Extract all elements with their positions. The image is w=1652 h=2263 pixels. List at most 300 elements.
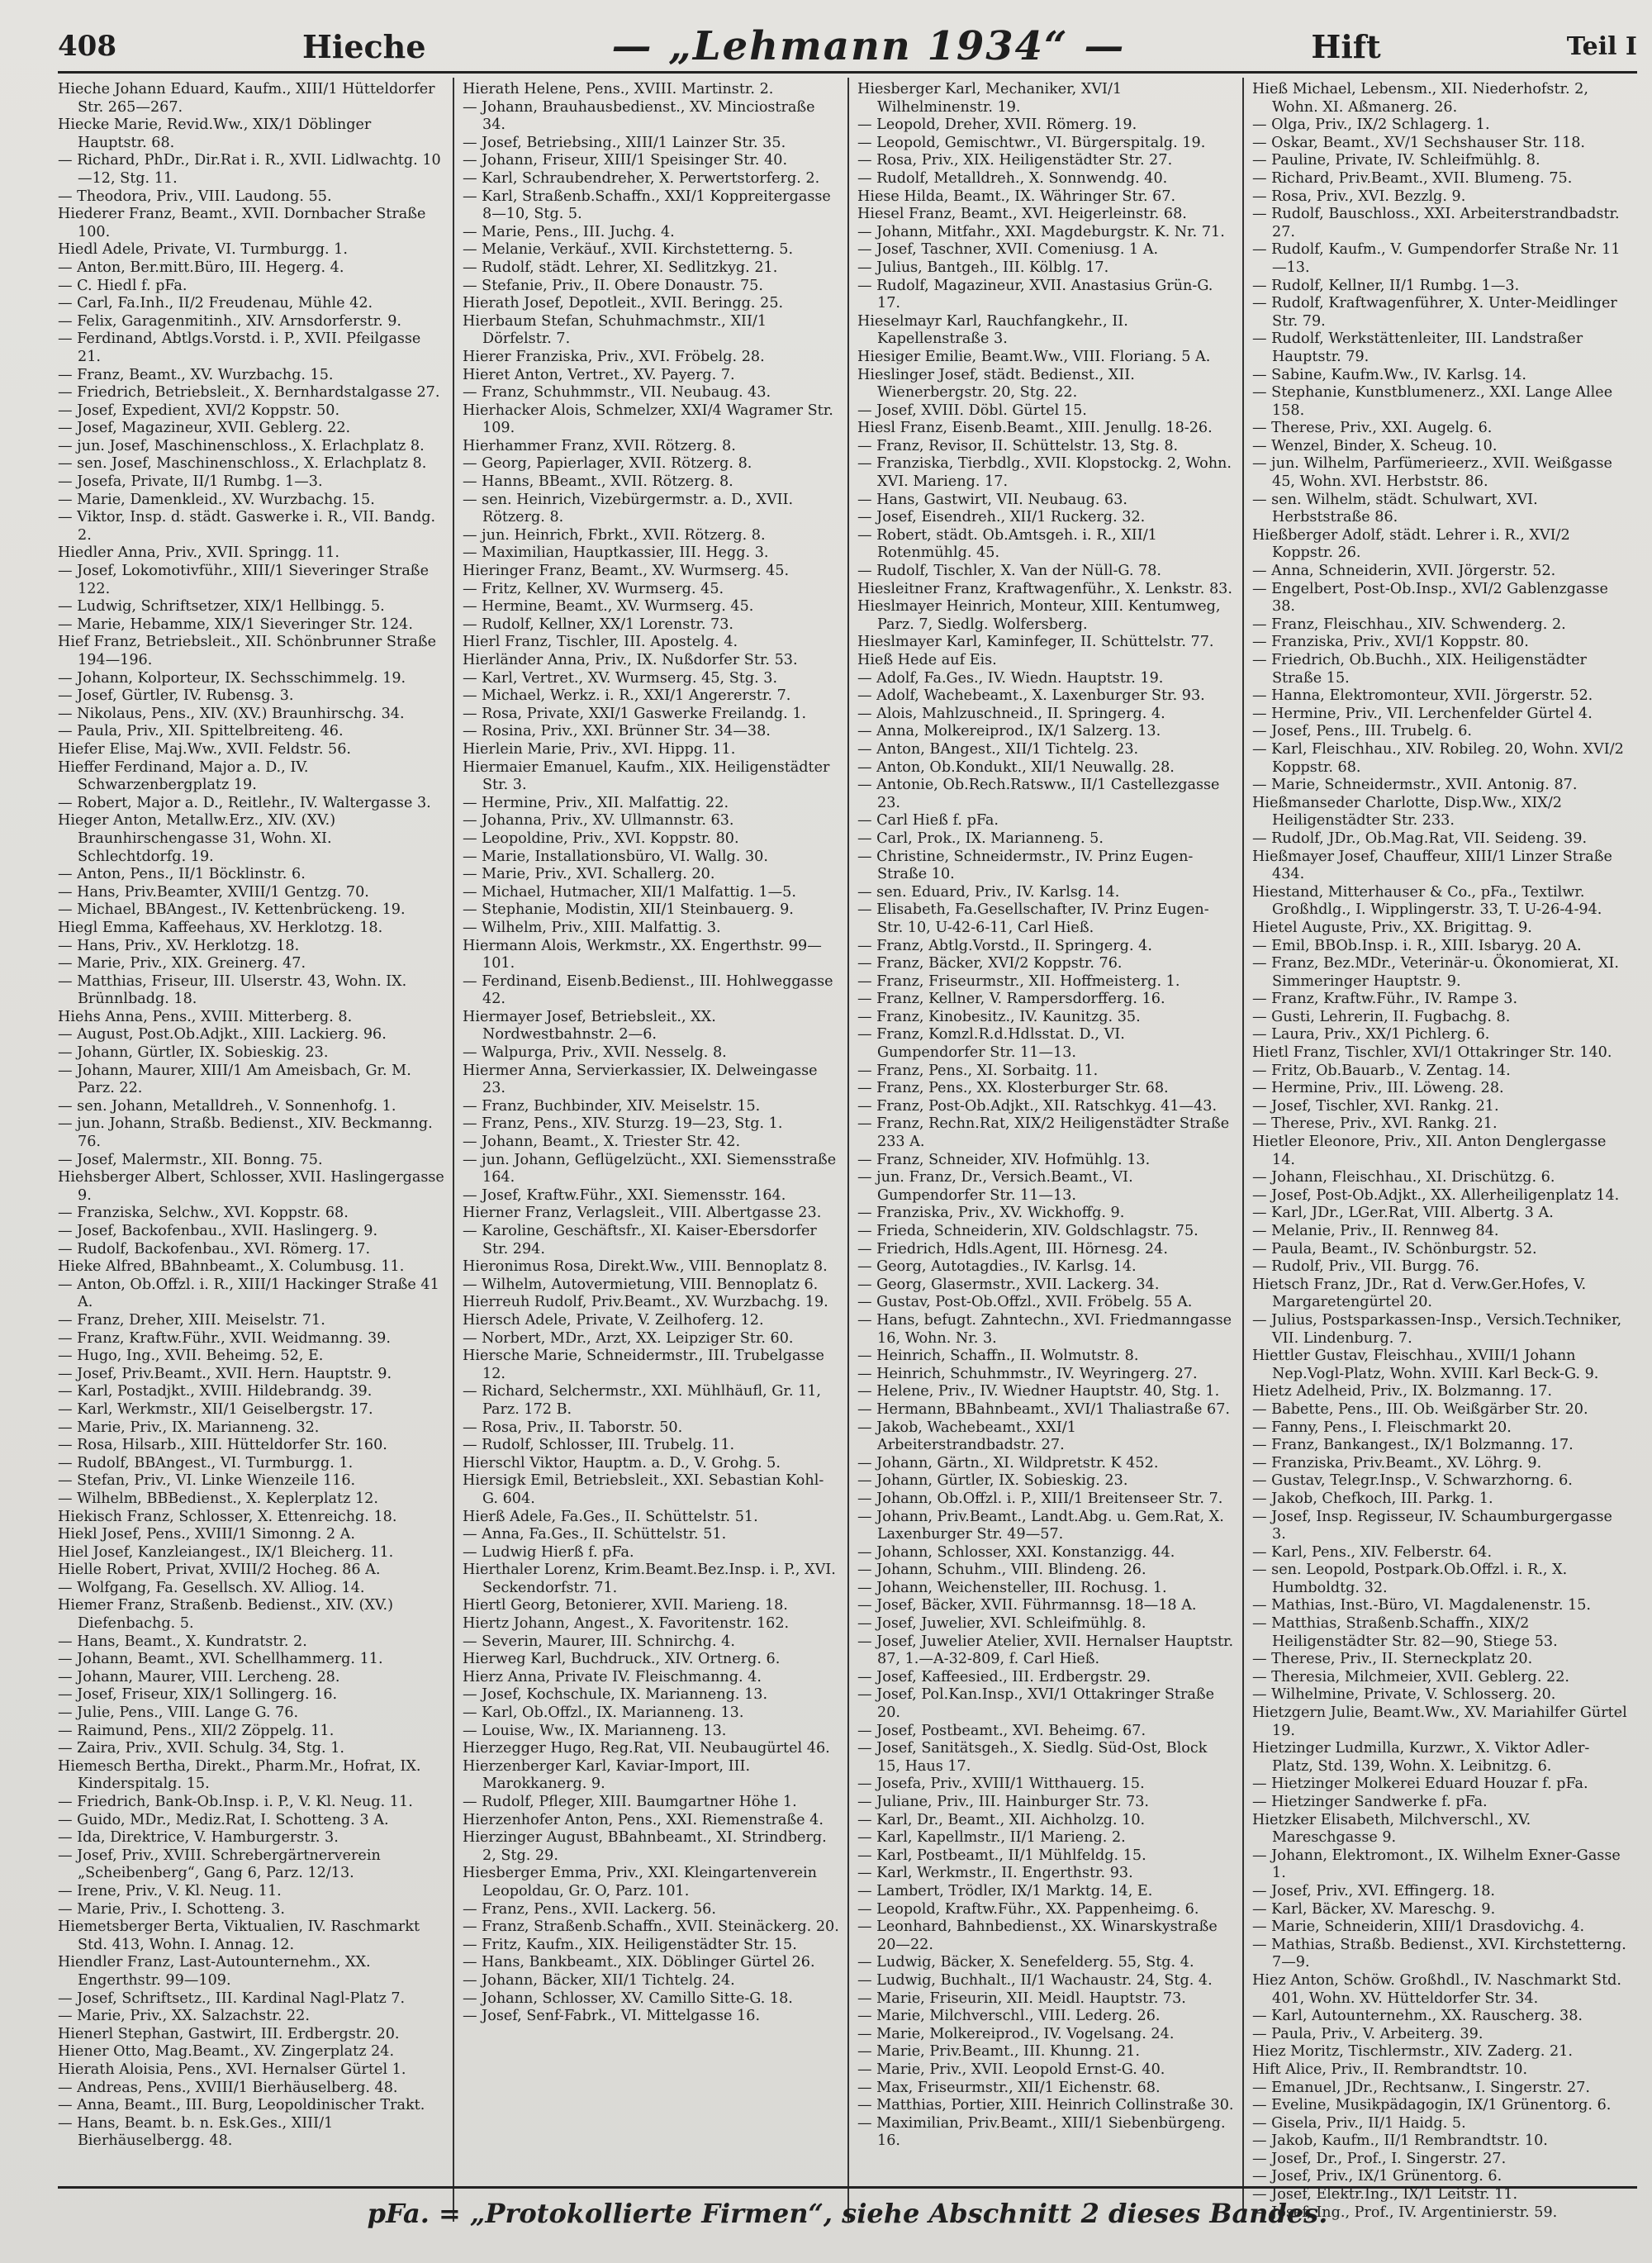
directory-entry: — Rudolf, Bauschloss., XXI. Arbeiterstrandbadstr. 27.: [1252, 206, 1620, 240]
column-3: [847, 78, 1242, 2222]
directory-entry: Hieslmayer Heinrich, Monteur, XIII. Kentumweg, Parz. 7, Siedlg. Wolfersberg.: [857, 598, 1221, 633]
left-keyword: Hieche: [302, 27, 426, 65]
directory-entry: — Wilhelm, BBBedienst., X. Keplerplatz 12.: [58, 1490, 378, 1507]
directory-entry: — Michael, Hutmacher, XII/1 Malfattig. 1—5.: [463, 883, 796, 901]
directory-entry: — Rudolf, Tischler, X. Van der Nüll-G. 78.: [857, 563, 1161, 580]
directory-entry: — Josef, Juwelier Atelier, XVII. Hernalser Hauptstr. 87, 1.—A-32-809, f. Carl Hieß.: [857, 1633, 1234, 1668]
directory-entry: Hiehsberger Albert, Schlosser, XVII. Haslingergasse 9.: [58, 1169, 444, 1204]
directory-entry: — Antonie, Ob.Rech.Ratsww., II/1 Castellezgasse 23.: [857, 777, 1220, 811]
directory-entry: Hiesel Franz, Beamt., XVI. Heigerleinstr. 68.: [857, 206, 1187, 223]
directory-entry: — Franz, Schneider, XIV. Hofmühlg. 13.: [857, 1151, 1151, 1168]
directory-entry: — jun. Josef, Maschinenschloss., X. Erlachplatz 8.: [58, 437, 425, 454]
directory-entry: — Anna, Molkereiprod., IX/1 Salzerg. 13.: [857, 723, 1161, 740]
directory-entry: — Emanuel, JDr., Rechtsanw., I. Singerstr. 27.: [1252, 2079, 1590, 2096]
directory-entry: — Johann, Maurer, XIII/1 Am Ameisbach, Gr. M. Parz. 22.: [58, 1062, 411, 1097]
directory-entry: Hift Alice, Priv., II. Rembrandtstr. 10.: [1252, 2061, 1528, 2078]
directory-entry: Hierschl Viktor, Hauptm. a. D., V. Grohg. 5.: [463, 1454, 781, 1471]
directory-entry: — jun. Johann, Straßb. Bedienst., XIV. Beckmanng. 76.: [58, 1115, 433, 1151]
directory-entry: — Johann, Schlosser, XV. Camillo Sitte-G. 18.: [463, 1990, 793, 2007]
directory-entry: Hiefer Elise, Maj.Ww., XVII. Feldstr. 56.: [58, 740, 352, 758]
directory-entry: — Leopold, Gemischtwr., VI. Bürgerspitalg. 19.: [857, 134, 1206, 151]
directory-entry: — Leopoldine, Priv., XVI. Koppstr. 80.: [463, 830, 739, 847]
directory-entry: — Franz, Bez.MDr., Veterinär-u. Ökonomierat, XI. Simmeringer Hauptstr. 9.: [1252, 955, 1619, 990]
directory-entry: — Adolf, Wachebeamt., X. Laxenburger Str. 93.: [857, 687, 1205, 705]
directory-entry: — Jakob, Kaufm., II/1 Rembrandtstr. 10.: [1252, 2132, 1548, 2150]
directory-entry: — Karl, Postadjkt., XVIII. Hildebrandg. 39.: [58, 1383, 373, 1400]
directory-entry: Hießmayer Josef, Chauffeur, XIII/1 Linzer Straße 434.: [1252, 848, 1612, 883]
directory-entry: — Rudolf, Magazineur, XVII. Anastasius Grün-G. 17.: [857, 277, 1213, 312]
directory-entry: Hierreuh Rudolf, Priv.Beamt., XV. Wurzbachg. 19.: [463, 1294, 828, 1311]
directory-entry: — sen. Josef, Maschinenschloss., X. Erlachplatz 8.: [58, 455, 427, 473]
directory-entry: Hiemer Franz, Straßenb. Bedienst., XIV. (XV.) Diefenbachg. 5.: [58, 1597, 393, 1633]
column-1: [58, 78, 453, 2222]
directory-entry: — Theodora, Priv., VIII. Laudong. 55.: [58, 188, 332, 205]
directory-entry: — Hietzinger Sandwerke f. pFa.: [1252, 1794, 1488, 1810]
directory-entry: — Josefa, Private, II/1 Rumbg. 1—3.: [58, 473, 323, 491]
directory-entry: Hiesl Franz, Eisenb.Beamt., XIII. Jenullg. 18-26.: [857, 420, 1213, 437]
directory-entry: — Ida, Direktrice, V. Hamburgerstr. 3.: [58, 1829, 339, 1847]
directory-entry: Hiel Josef, Kanzleiangest., IX/1 Bleicherg. 11.: [58, 1543, 394, 1561]
directory-entry: — Franz, Kraftw.Führ., XVII. Weidmanng. 39.: [58, 1329, 391, 1347]
directory-entry: — Severin, Maurer, III. Schnirchg. 4.: [463, 1633, 735, 1650]
directory-entry: Hierl Franz, Tischler, III. Apostelg. 4.: [463, 634, 738, 651]
directory-entry: — Josef, Lokomotivführ., XIII/1 Sieveringer Straße 122.: [58, 563, 429, 597]
directory-entry: — Fritz, Kaufm., XIX. Heiligenstädter Str. 15.: [463, 1936, 797, 1953]
directory-entry: — Marie, Damenkleid., XV. Wurzbachg. 15.: [58, 491, 375, 508]
directory-entry: — Johann, Maurer, VIII. Lercheng. 28.: [58, 1668, 340, 1685]
directory-entry: — Josefa, Priv., XVIII/1 Witthauerg. 15.: [857, 1776, 1145, 1793]
directory-entry: — Georg, Autotagdies., IV. Karlsg. 14.: [857, 1258, 1137, 1276]
directory-entry: Hief Franz, Betriebsleit., XII. Schönbrunner Straße 194—196.: [58, 634, 437, 668]
directory-entry: — jun. Johann, Geflügelzücht., XXI. Siemensstraße 164.: [463, 1151, 837, 1186]
directory-entry: — Marie, Pens., III. Juchg. 4.: [463, 223, 675, 240]
directory-entry: — Louise, Ww., IX. Marianneng. 13.: [463, 1722, 727, 1739]
directory-entry: — Marie, Schneiderin, XIII/1 Drasdovichg. 4.: [1252, 1918, 1585, 1936]
directory-entry: Hiesiger Emilie, Beamt.Ww., VIII. Floriang. 5 A.: [857, 348, 1211, 365]
directory-entry: Hierath Aloisia, Pens., XVI. Hernalser Gürtel 1.: [58, 2061, 406, 2078]
directory-entry: Hieret Anton, Vertret., XV. Payerg. 7.: [463, 366, 735, 383]
directory-entry: — Richard, PhDr., Dir.Rat i. R., XVII. Lidlwachtg. 10—12, Stg. 11.: [58, 152, 441, 187]
directory-entry: — Wenzel, Binder, X. Scheug. 10.: [1252, 437, 1498, 454]
directory-entry: — Hietzinger Molkerei Eduard Houzar f. pFa.: [1252, 1776, 1588, 1793]
part-label: Teil I: [1566, 31, 1637, 61]
directory-entry: — Josef, Priv.Beamt., XVII. Hern. Hauptstr. 9.: [58, 1365, 392, 1382]
directory-entry: Hiedler Anna, Priv., XVII. Springg. 11.: [58, 544, 339, 562]
directory-entry: — Fanny, Pens., I. Fleischmarkt 20.: [1252, 1419, 1512, 1436]
directory-entry: — Josef, Tischler, XVI. Rankg. 21.: [1252, 1097, 1499, 1115]
directory-entry: — Josef, Magazineur, XVII. Geblerg. 22.: [58, 420, 351, 437]
directory-entry: — Johann, Friseur, XIII/1 Speisinger Str. 40.: [463, 152, 788, 169]
directory-entry: — Matthias, Portier, XIII. Heinrich Collinstraße 30.: [857, 2097, 1234, 2114]
directory-entry: Hiekl Josef, Pens., XVIII/1 Simonng. 2 A.: [58, 1526, 355, 1543]
directory-entry: Hieronimus Rosa, Direkt.Ww., VIII. Bennoplatz 8.: [463, 1258, 828, 1276]
directory-entry: Hiener Otto, Mag.Beamt., XV. Zingerplatz 24.: [58, 2043, 395, 2061]
directory-entry: — Karl, Schraubendreher, X. Perwertstorferg. 2.: [463, 169, 820, 187]
directory-entry: Hiertz Johann, Angest., X. Favoritenstr. 162.: [463, 1615, 790, 1633]
directory-entry: — sen. Heinrich, Vizebürgermstr. a. D., XVII. Rötzerg. 8.: [463, 491, 794, 526]
directory-entry: — Maximilian, Priv.Beamt., XIII/1 Siebenbürgeng. 16.: [857, 2114, 1226, 2150]
directory-entry: Hieke Alfred, BBahnbeamt., X. Columbusg. 11.: [58, 1258, 405, 1276]
directory-entry: — Marie, Priv., XIX. Greinerg. 47.: [58, 955, 306, 972]
directory-entry: — Marie, Priv., I. Schotteng. 3.: [58, 1900, 285, 1918]
directory-entry: Hierländer Anna, Priv., IX. Nußdorfer Str. 53.: [463, 652, 798, 668]
directory-entry: Hiendler Franz, Last-Autounternehm., XX. Engerthstr. 99—109.: [58, 1954, 371, 1989]
directory-entry: — Leopold, Dreher, XVII. Römerg. 19.: [857, 116, 1137, 134]
directory-entry: — Rosa, Priv., XIX. Heiligenstädter Str. 27.: [857, 152, 1173, 169]
directory-entry: — Anton, BAngest., XII/1 Tichtelg. 23.: [857, 740, 1139, 758]
directory-entry: — Franz, Post-Ob.Adjkt., XII. Ratschkyg. 41—43.: [857, 1097, 1218, 1115]
directory-entry: — Elisabeth, Fa.Gesellschafter, IV. Prinz Eugen-Str. 10, U-42-6-11, Carl Hieß.: [857, 901, 1209, 936]
directory-entry: — Franz, Fleischhau., XIV. Schwenderg. 2.: [1252, 616, 1566, 633]
directory-entry: Hiertl Georg, Betonierer, XVII. Marieng. 18.: [463, 1597, 788, 1614]
directory-entry: Hietzker Elisabeth, Milchverschl., XV. Mareschgasse 9.: [1252, 1811, 1531, 1847]
directory-entry: — Johann, Fleischhau., XI. Drischützg. 6.: [1252, 1169, 1555, 1186]
directory-entry: — Karl, JDr., LGer.Rat, VIII. Albertg. 3 A.: [1252, 1205, 1554, 1222]
directory-entry: Hierweg Karl, Buchdruck., XIV. Ortnerg. 6.: [463, 1651, 781, 1668]
directory-entry: — Matthias, Friseur, III. Ulserstr. 43, Wohn. IX. Brünnlbadg. 18.: [58, 972, 407, 1008]
directory-entry: — Rudolf, BBAngest., VI. Turmburgg. 1.: [58, 1454, 354, 1471]
directory-entry: — Max, Friseurmstr., XII/1 Eichenstr. 68.: [857, 2079, 1161, 2096]
directory-entry: Hiehs Anna, Pens., XVIII. Mitterberg. 8.: [58, 1008, 353, 1025]
directory-entry: Hieche Johann Eduard, Kaufm., XIII/1 Hütteldorfer Str. 265—267.: [58, 81, 435, 116]
directory-entry: — Frieda, Schneiderin, XIV. Goldschlagstr. 75.: [857, 1223, 1199, 1239]
directory-entry: — Laura, Priv., XX/1 Pichlerg. 6.: [1252, 1026, 1490, 1044]
directory-entry: — Anton, Ob.Offzl. i. R., XIII/1 Hackinger Straße 41 A.: [58, 1276, 439, 1311]
directory-entry: Hiesberger Emma, Priv., XXI. Kleingartenverein Leopoldau, Gr. O, Parz. 101.: [463, 1865, 817, 1899]
directory-entry: — Franz, Straßenb.Schaffn., XVII. Steinäckerg. 20.: [463, 1918, 839, 1936]
directory-entry: Hierz Anna, Private IV. Fleischmanng. 4.: [463, 1668, 762, 1685]
directory-entry: — Anna, Schneiderin, XVII. Jörgerstr. 52.: [1252, 563, 1556, 580]
directory-entry: — Hermine, Beamt., XV. Wurmserg. 45.: [463, 598, 754, 616]
directory-entry: — Josef, Juwelier, XVI. Schleifmühlg. 8.: [857, 1615, 1146, 1633]
directory-entry: — Franz, Bankangest., IX/1 Bolzmanng. 17.: [1252, 1437, 1574, 1454]
directory-entry: — Andreas, Pens., XVIII/1 Bierhäuselberg. 48.: [58, 2079, 398, 2096]
directory-entry: — Georg, Glasermstr., XVII. Lackerg. 34.: [857, 1276, 1160, 1293]
directory-entry: — Johann, Gürtler, IX. Sobieskig. 23.: [58, 1044, 329, 1062]
directory-entry: — sen. Wilhelm, städt. Schulwart, XVI. Herbststraße 86.: [1252, 491, 1538, 526]
directory-entry: — Johann, Priv.Beamt., Landt.Abg. u. Gem.Rat, X. Laxenburger Str. 49—57.: [857, 1508, 1224, 1543]
directory-entry: Hierer Franziska, Priv., XVI. Fröbelg. 28.: [463, 348, 765, 365]
column-2: [453, 78, 847, 2222]
directory-entry: — Karl, Straßenb.Schaffn., XXI/1 Koppreitergasse 8—10, Stg. 5.: [463, 188, 831, 223]
directory-entry: Hietz Adelheid, Priv., IX. Bolzmanng. 17.: [1252, 1383, 1552, 1400]
directory-entry: — Franziska, Priv., XV. Wickhoffg. 9.: [857, 1205, 1125, 1222]
directory-entry: Hietzinger Ludmilla, Kurzwr., X. Viktor Adler-Platz, Std. 139, Wohn. X. Leibnitzg. 6.: [1252, 1740, 1590, 1775]
directory-entry: — Paula, Priv., XII. Spittelbreiteng. 46.: [58, 723, 344, 740]
directory-entry: — Carl, Prok., IX. Marianneng. 5.: [857, 830, 1104, 847]
directory-entry: — Josef, Ing., Prof., IV. Argentinierstr. 59.: [1252, 2204, 1558, 2221]
directory-entry: — Franz, Komzl.R.d.Hdlsstat. D., VI. Gumpendorfer Str. 11—13.: [857, 1026, 1125, 1062]
directory-entry: — Robert, städt. Ob.Amtsgeh. i. R., XII/1 Rotenmühlg. 45.: [857, 526, 1157, 562]
directory-entry: — Wolfgang, Fa. Gesellsch. XV. Alliog. 14.: [58, 1579, 365, 1596]
page-title: — „Lehmann 1934“ —: [611, 23, 1126, 69]
directory-entry: — Wilhelm, Priv., XIII. Malfattig. 3.: [463, 919, 721, 936]
directory-entry: — Raimund, Pens., XII/2 Zöppelg. 11.: [58, 1722, 335, 1739]
directory-entry: — Gustav, Telegr.Insp., V. Schwarzhorng. 6.: [1252, 1472, 1573, 1490]
directory-entry: — Ludwig, Bäcker, X. Senefelderg. 55, Stg. 4.: [857, 1954, 1194, 1971]
directory-entry: — Franz, Buchbinder, XIV. Meiselstr. 15.: [463, 1097, 761, 1115]
directory-entry: — Paula, Beamt., IV. Schönburgstr. 52.: [1252, 1240, 1537, 1257]
directory-entry: Hiermann Alois, Werkmstr., XX. Engerthstr. 99—101.: [463, 937, 822, 972]
directory-entry: — Felix, Garagenmitinh., XIV. Arnsdorferstr. 9.: [58, 312, 402, 330]
directory-entry: — Karl, Postbeamt., II/1 Mühlfeldg. 15.: [857, 1847, 1146, 1864]
directory-entry: Hiez Moritz, Tischlermstr., XIV. Zaderg. 21.: [1252, 2043, 1573, 2061]
directory-entry: — jun. Heinrich, Fbrkt., XVII. Rötzerg. 8.: [463, 526, 766, 544]
directory-entry: — Josef, Kaffeesied., III. Erdbergstr. 29.: [857, 1668, 1151, 1685]
directory-entry: — Franziska, Priv.Beamt., XV. Löhrg. 9.: [1252, 1454, 1542, 1471]
directory-entry: Hießmanseder Charlotte, Disp.Ww., XIX/2 Heiligenstädter Str. 233.: [1252, 794, 1562, 830]
directory-entry: — Franziska, Selchw., XVI. Koppstr. 68.: [58, 1205, 349, 1222]
directory-entry: — Josef, Pens., III. Trubelg. 6.: [1252, 723, 1472, 740]
directory-entry: — Mathias, Straßb. Bedienst., XVI. Kirchstetterng. 7—9.: [1252, 1936, 1626, 1971]
directory-entry: Hierhammer Franz, XVII. Rötzerg. 8.: [463, 437, 736, 454]
directory-entry: — Ferdinand, Abtlgs.Vorstd. i. P., XVII. Pfeilgasse 21.: [58, 330, 421, 365]
directory-entry: — Josef, Sanitätsgeh., X. Siedlg. Süd-Ost, Block 15, Haus 17.: [857, 1740, 1208, 1775]
directory-entry: — Hans, Bankbeamt., XIX. Döblinger Gürtel 26.: [463, 1954, 815, 1971]
directory-entry: — Josef, Betriebsing., XIII/1 Lainzer Str. 35.: [463, 134, 786, 151]
directory-entry: Hierath Josef, Depotleit., XVII. Beringg. 25.: [463, 295, 784, 312]
directory-entry: Hierzegger Hugo, Reg.Rat, VII. Neubaugürtel 46.: [463, 1740, 830, 1757]
directory-entry: — Anton, Ob.Kondukt., XII/1 Neuwallg. 28.: [857, 758, 1175, 776]
footer-note: pFa. = „Protokollierte Firmen“, siehe Abschnitt 2 dieses Bandes.: [367, 2198, 1328, 2229]
directory-entry: — Franz, Beamt., XV. Wurzbachg. 15.: [58, 366, 334, 383]
directory-entry: Hienerl Stephan, Gastwirt, III. Erdbergstr. 20.: [58, 2025, 400, 2042]
directory-entry: — Anton, Pens., II/1 Böcklinstr. 6.: [58, 866, 306, 883]
directory-entry: Hiedl Adele, Private, VI. Turmburgg. 1.: [58, 241, 348, 259]
directory-entry: — Marie, Friseurin, XII. Meidl. Hauptstr. 73.: [857, 1990, 1186, 2007]
directory-entry: — Julius, Postsparkassen-Insp., Versich.Techniker, VII. Lindenburg. 7.: [1252, 1311, 1622, 1347]
directory-entry: — Franz, Bäcker, XVI/2 Koppstr. 76.: [857, 955, 1123, 972]
directory-entry: — Anna, Fa.Ges., II. Schüttelstr. 51.: [463, 1526, 727, 1543]
directory-entry: — Rudolf, Backofenbau., XVI. Römerg. 17.: [58, 1240, 371, 1257]
directory-entry: — Rudolf, städt. Lehrer, XI. Sedlitzkyg. 21.: [463, 259, 778, 276]
directory-entry: — Josef, Senf-Fabrk., VI. Mittelgasse 16.: [463, 2008, 761, 2025]
directory-entry: — Heinrich, Schuhmmstr., IV. Weyringerg. 27.: [857, 1365, 1198, 1382]
directory-entry: Hiettler Gustav, Fleischhau., XVIII/1 Johann Nep.Vogl-Platz, Wohn. XVIII. Karl Beck-G. 9.: [1252, 1348, 1599, 1382]
directory-entry: — Johann, Gärtn., XI. Wildpretstr. K 452.: [857, 1454, 1159, 1471]
directory-entry: — Karoline, Geschäftsfr., XI. Kaiser-Ebersdorfer Str. 294.: [463, 1223, 817, 1257]
directory-entry: Hielle Robert, Privat, XVIII/2 Hocheg. 86 A.: [58, 1562, 381, 1579]
directory-entry: — Rudolf, Kraftwagenführer, X. Unter-Meidlinger Str. 79.: [1252, 295, 1617, 330]
directory-entry: — Karl, Bäcker, XV. Mareschg. 9.: [1252, 1900, 1496, 1918]
directory-entry: — Franz, Kellner, V. Rampersdorfferg. 16.: [857, 991, 1165, 1008]
directory-entry: Hiermayer Josef, Betriebsleit., XX. Nordwestbahnstr. 2—6.: [463, 1008, 716, 1044]
directory-entry: Hiesleitner Franz, Kraftwagenführ., X. Lenkstr. 83.: [857, 580, 1232, 597]
directory-entry: — jun. Franz, Dr., Versich.Beamt., VI. Gumpendorfer Str. 11—13.: [857, 1169, 1133, 1204]
directory-entry: — Josef, Priv., IX/1 Grünentorg. 6.: [1252, 2168, 1502, 2185]
directory-entry: — Friedrich, Betriebsleit., X. Bernhardstalgasse 27.: [58, 384, 440, 402]
directory-entry: Hießberger Adolf, städt. Lehrer i. R., XVI/2 Koppstr. 26.: [1252, 526, 1570, 562]
directory-entry: — Karl, Vertret., XV. Wurmserg. 45, Stg. 3.: [463, 669, 778, 687]
directory-entry: — Josef, Expedient, XVI/2 Koppstr. 50.: [58, 402, 340, 419]
directory-entry: — Rosa, Priv., XVI. Bezzlg. 9.: [1252, 188, 1466, 205]
directory-entry: — Walpurga, Priv., XVII. Nesselg. 8.: [463, 1044, 727, 1062]
directory-entry: — Johann, Mitfahr., XXI. Magdeburgstr. K. Nr. 71.: [857, 223, 1225, 240]
directory-entry: Hietzgern Julie, Beamt.Ww., XV. Mariahilfer Gürtel 19.: [1252, 1704, 1627, 1739]
directory-entry: — Johann, Gürtler, IX. Sobieskig. 23.: [857, 1472, 1128, 1490]
directory-entry: — Hans, Priv.Beamter, XVIII/1 Gentzg. 70.: [58, 883, 369, 901]
directory-entry: — Karl, Autounternehm., XX. Rauscherg. 38.: [1252, 2008, 1583, 2025]
directory-entry: — Johann, Weichensteller, III. Rochusg. 1.: [857, 1579, 1167, 1596]
directory-entry: — Emil, BBOb.Insp. i. R., XIII. Isbaryg. 20 A.: [1252, 937, 1582, 954]
directory-entry: — Hans, Beamt. b. n. Esk.Ges., XIII/1 Bierhäuselbergg. 48.: [58, 2114, 334, 2150]
directory-entry: — Josef, Bäcker, XVII. Führmannsg. 18—18 A.: [857, 1597, 1197, 1614]
directory-entry: — Hanns, BBeamt., XVII. Rötzerg. 8.: [463, 473, 733, 491]
directory-entry: — Franz, Pens., XX. Klosterburger Str. 68.: [857, 1080, 1169, 1097]
directory-entry: — Hugo, Ing., XVII. Beheimg. 52, E.: [58, 1348, 324, 1365]
directory-entry: — Stefanie, Priv., II. Obere Donaustr. 75.: [463, 277, 763, 294]
directory-entry: — Karl, Werkmstr., XII/1 Geiselbergstr. 17.: [58, 1400, 373, 1418]
directory-entry: Hieselmayr Karl, Rauchfangkehr., II. Kapellenstraße 3.: [857, 312, 1128, 348]
directory-entry: Hieslmayer Karl, Kaminfeger, II. Schüttelstr. 77.: [857, 634, 1214, 651]
directory-entry: — August, Post.Ob.Adjkt., XIII. Lackierg. 96.: [58, 1026, 387, 1044]
directory-entry: — Hans, befugt. Zahntechn., XVI. Friedmanngasse 16, Wohn. Nr. 3.: [857, 1311, 1232, 1347]
page-footer: [58, 2186, 1637, 2238]
directory-entry: — Josef, XVIII. Döbl. Gürtel 15.: [857, 402, 1087, 419]
directory-entry: — Fritz, Ob.Bauarb., V. Zentag. 14.: [1252, 1062, 1511, 1079]
directory-entry: — Gusti, Lehrerin, II. Fugbachg. 8.: [1252, 1008, 1511, 1025]
directory-entry: — Franz, Rechn.Rat, XIX/2 Heiligenstädter Straße 233 A.: [857, 1115, 1230, 1151]
directory-entry: — Richard, Selchermstr., XXI. Mühlhäufl, Gr. 11, Parz. 172 B.: [463, 1383, 821, 1418]
directory-entry: — Carl, Fa.Inh., II/2 Freudenau, Mühle 42.: [58, 295, 373, 312]
page-header: [58, 21, 1637, 74]
directory-entry: — Franz, Friseurmstr., XII. Hoffmeisterg. 1.: [857, 972, 1180, 990]
directory-entry: — Melanie, Priv., II. Rennweg 84.: [1252, 1223, 1499, 1239]
directory-entry: Hiekisch Franz, Schlosser, X. Ettenreichg. 18.: [58, 1508, 397, 1525]
directory-entry: — Rudolf, Metalldreh., X. Sonnwendg. 40.: [857, 169, 1168, 187]
directory-entry: Hierhacker Alois, Schmelzer, XXI/4 Wagramer Str. 109.: [463, 402, 833, 437]
directory-entry: — Franz, Dreher, XIII. Meiselstr. 71.: [58, 1311, 325, 1329]
directory-entry: — Marie, Milchverschl., VIII. Lederg. 26.: [857, 2008, 1161, 2025]
directory-entry: Hieffer Ferdinand, Major a. D., IV. Schwarzenbergplatz 19.: [58, 758, 309, 794]
directory-entry: Hiegl Emma, Kaffeehaus, XV. Herklotzg. 18.: [58, 919, 383, 936]
directory-entry: — Stephanie, Modistin, XII/1 Steinbauerg. 9.: [463, 901, 794, 919]
directory-entry: — Melanie, Verkäuf., XVII. Kirchstetterng. 5.: [463, 241, 794, 259]
directory-entry: — Ludwig Hierß f. pFa.: [463, 1543, 634, 1561]
directory-entry: Hierthaler Lorenz, Krim.Beamt.Bez.Insp. i. P., XVI. Seckendorfstr. 71.: [463, 1562, 836, 1596]
directory-entry: — Josef, Elektr.Ing., IX/1 Leitstr. 11.: [1252, 2186, 1518, 2204]
directory-entry: — sen. Eduard, Priv., IV. Karlsg. 14.: [857, 883, 1120, 901]
directory-entry: — Josef, Post-Ob.Adjkt., XX. Allerheiligenplatz 14.: [1252, 1186, 1620, 1204]
directory-entry: — Johann, Schlosser, XXI. Konstanzigg. 44.: [857, 1543, 1175, 1561]
directory-entry: — Juliane, Priv., III. Hainburger Str. 73.: [857, 1794, 1150, 1810]
directory-entry: — Rudolf, Werkstättenleiter, III. Landstraßer Hauptstr. 79.: [1252, 330, 1583, 365]
directory-entry: — Karl, Dr., Beamt., XII. Aichholzg. 10.: [857, 1811, 1146, 1828]
directory-entry: — Engelbert, Post-Ob.Insp., XVI/2 Gablenzgasse 38.: [1252, 580, 1608, 616]
directory-entry: — Karl, Ob.Offzl., IX. Marianneng. 13.: [463, 1704, 744, 1722]
directory-entry: — Stephanie, Kunstblumenerz., XXI. Lange Allee 158.: [1252, 384, 1613, 419]
directory-entry: — Michael, Werkz. i. R., XXI/1 Angererstr. 7.: [463, 687, 791, 705]
directory-entry: Hierzinger August, BBahnbeamt., XI. Strindberg. 2, Stg. 29.: [463, 1829, 827, 1864]
directory-entry: — Josef, Postbeamt., XVI. Beheimg. 67.: [857, 1722, 1146, 1739]
directory-entry: Hiermaier Emanuel, Kaufm., XIX. Heiligenstädter Str. 3.: [463, 758, 830, 794]
directory-entry: — Franz, Kinobesitz., IV. Kaunitzg. 35.: [857, 1008, 1141, 1025]
directory-entry: — Johann, Kolporteur, IX. Sechsschimmelg. 19.: [58, 669, 406, 687]
directory-entry: — Georg, Papierlager, XVII. Rötzerg. 8.: [463, 455, 752, 473]
directory-entry: — Hans, Priv., XV. Herklotzg. 18.: [58, 937, 300, 954]
directory-entry: Hiecke Marie, Revid.Ww., XIX/1 Döblinger Hauptstr. 68.: [58, 116, 372, 151]
directory-entry: Hierß Adele, Fa.Ges., II. Schüttelstr. 51.: [463, 1508, 758, 1525]
directory-entry: — Josef, Eisendreh., XII/1 Ruckerg. 32.: [857, 509, 1146, 526]
directory-entry: — Rosa, Priv., II. Taborstr. 50.: [463, 1419, 683, 1436]
directory-entry: Hierbaum Stefan, Schuhmachmstr., XII/1 Dörfelstr. 7.: [463, 312, 767, 348]
directory-entry: Hieß Hede auf Eis.: [857, 652, 997, 668]
directory-entry: — Josef, Priv., XVI. Effingerg. 18.: [1252, 1882, 1496, 1899]
directory-entry: — Christine, Schneidermstr., IV. Prinz Eugen-Straße 10.: [857, 848, 1194, 883]
directory-entry: Hiersche Marie, Schneidermstr., III. Trubelgasse 12.: [463, 1348, 824, 1382]
directory-entry: — Marie, Priv., XVII. Leopold Ernst-G. 40.: [857, 2061, 1165, 2078]
directory-entry: Hiesberger Karl, Mechaniker, XVI/1 Wilhelminenstr. 19.: [857, 81, 1123, 116]
directory-entry: — Rudolf, Pfleger, XIII. Baumgartner Höhe 1.: [463, 1794, 797, 1810]
directory-entry: — Josef, Gürtler, IV. Rubensg. 3.: [58, 687, 294, 705]
directory-entry: — Franz, Revisor, II. Schüttelstr. 13, Stg. 8.: [857, 437, 1179, 454]
directory-entry: — Ferdinand, Eisenb.Bedienst., III. Hohlweggasse 42.: [463, 972, 833, 1008]
directory-entry: Hieringer Franz, Beamt., XV. Wurmserg. 45.: [463, 563, 790, 580]
page-number: 408: [58, 30, 116, 63]
directory-entry: — Zaira, Priv., XVII. Schulg. 34, Stg. 1.: [58, 1740, 345, 1757]
directory-entry: — Johann, Elektromont., IX. Wilhelm Exner-Gasse 1.: [1252, 1847, 1621, 1882]
directory-entry: — Karl, Kapellmstr., II/1 Marieng. 2.: [857, 1829, 1126, 1847]
directory-entry: — Therese, Priv., XXI. Augelg. 6.: [1252, 420, 1493, 437]
directory-entry: — Marie, Installationsbüro, VI. Wallg. 30.: [463, 848, 768, 865]
directory-entry: — Josef, Schriftsetz., III. Kardinal Nagl-Platz 7.: [58, 1990, 406, 2007]
directory-entry: — Marie, Hebamme, XIX/1 Sieveringer Str. 124.: [58, 616, 413, 633]
directory-entry: — Richard, Priv.Beamt., XVII. Blumeng. 75.: [1252, 169, 1573, 187]
directory-entry: Hieß Michael, Lebensm., XII. Niederhofstr. 2, Wohn. XI. Aßmanerg. 26.: [1252, 81, 1588, 116]
directory-entry: — Sabine, Kaufm.Ww., IV. Karlsg. 14.: [1252, 366, 1527, 383]
directory-entry: — Wilhelmine, Private, V. Schlosserg. 20.: [1252, 1686, 1556, 1704]
directory-entry: Hierzenhofer Anton, Pens., XXI. Riemenstraße 4.: [463, 1811, 824, 1828]
directory-entry: — Alois, Mahlzuschneid., II. Springerg. 4.: [857, 705, 1165, 722]
directory-entry: — Hermine, Priv., VII. Lerchenfelder Gürtel 4.: [1252, 705, 1593, 722]
directory-entry: — Hanna, Elektromonteur, XVII. Jörgerstr. 52.: [1252, 687, 1593, 705]
directory-entry: — Robert, Major a. D., Reitlehr., IV. Waltergasse 3.: [58, 794, 431, 811]
directory-entry: — Karl, Pens., XIV. Felberstr. 64.: [1252, 1543, 1493, 1561]
directory-entry: — Maximilian, Hauptkassier, III. Hegg. 3.: [463, 544, 769, 562]
directory-entry: — Franziska, Tierbdlg., XVII. Klopstockg. 2, Wohn. XVI. Marieng. 17.: [857, 455, 1232, 491]
directory-entry: — Therese, Priv., XVI. Rankg. 21.: [1252, 1115, 1498, 1133]
directory-entry: — Eveline, Musikpädagogin, IX/1 Grünentorg. 6.: [1252, 2097, 1612, 2114]
directory-entry: — Johann, Ob.Offzl. i. P., XIII/1 Breitenseer Str. 7.: [857, 1490, 1223, 1507]
directory-entry: — Adolf, Fa.Ges., IV. Wiedn. Hauptstr. 19.: [857, 669, 1164, 687]
directory-entry: — Franz, Schuhmmstr., VII. Neubaug. 43.: [463, 384, 771, 402]
directory-entry: — Heinrich, Schaffn., II. Wolmutstr. 8.: [857, 1348, 1139, 1365]
directory-entry: — Friedrich, Bank-Ob.Insp. i. P., V. Kl. Neug. 11.: [58, 1794, 413, 1810]
directory-entry: — Wilhelm, Autovermietung, VIII. Bennoplatz 6.: [463, 1276, 819, 1293]
directory-entry: — Josef, Friseur, XIX/1 Sollingerg. 16.: [58, 1686, 338, 1704]
directory-entry: — Jakob, Wachebeamt., XXI/1 Arbeiterstrandbadstr. 27.: [857, 1419, 1076, 1454]
directory-entry: — Franz, Abtlg.Vorstd., II. Springerg. 4.: [857, 937, 1152, 954]
directory-entry: — sen. Johann, Metalldreh., V. Sonnenhofg. 1.: [58, 1097, 396, 1115]
directory-entry: — Marie, Schneidermstr., XVII. Antonig. 87.: [1252, 777, 1578, 794]
directory-entry: — Friedrich, Hdls.Agent, III. Hörnesg. 24.: [857, 1240, 1168, 1257]
directory-entry: — C. Hiedl f. pFa.: [58, 277, 188, 294]
directory-entry: — Josef, Malermstr., XII. Bonng. 75.: [58, 1151, 323, 1168]
directory-entry: Hierlein Marie, Priv., XVI. Hippg. 11.: [463, 740, 736, 758]
directory-entry: Hiederer Franz, Beamt., XVII. Dornbacher Straße 100.: [58, 206, 426, 240]
directory-entry: — Rudolf, Kellner, II/1 Rumbg. 1—3.: [1252, 277, 1520, 294]
directory-entry: — Josef, Kochschule, IX. Marianneng. 13.: [463, 1686, 768, 1704]
directory-entry: Hiersch Adele, Private, V. Zeilhoferg. 12.: [463, 1311, 764, 1329]
directory-entry: — Oskar, Beamt., XV/1 Sechshauser Str. 118.: [1252, 134, 1585, 151]
directory-entry: — Therese, Priv., II. Sterneckplatz 20.: [1252, 1651, 1533, 1668]
directory-entry: Hiez Anton, Schöw. Großhdl., IV. Naschmarkt Std. 401, Wohn. XV. Hütteldorfer Str. 34.: [1252, 1971, 1621, 2007]
directory-entry: — Helene, Priv., IV. Wiedner Hauptstr. 40, Stg. 1.: [857, 1383, 1220, 1400]
column-4: [1242, 78, 1637, 2222]
directory-entry: — Franziska, Priv., XVI/1 Koppstr. 80.: [1252, 634, 1529, 651]
directory-entry: — Paula, Priv., V. Arbeiterg. 39.: [1252, 2025, 1483, 2042]
directory-entry: — Marie, Molkereiprod., IV. Vogelsang. 24.: [857, 2025, 1175, 2042]
